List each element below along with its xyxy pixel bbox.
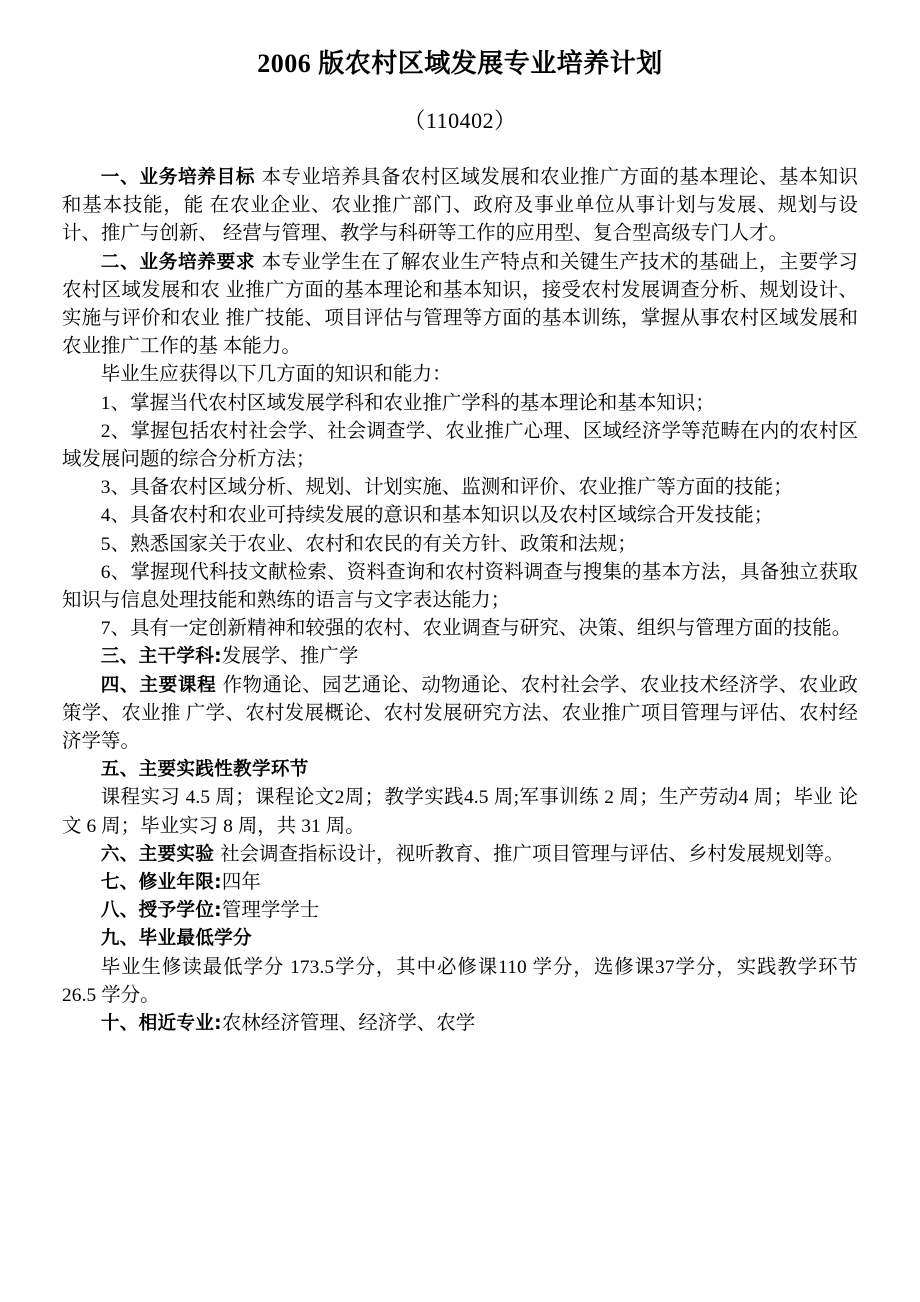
section-8-body: 管理学学士 [221, 900, 320, 922]
section-2-lead-in: 毕业生应获得以下几方面的知识和能力： [100, 364, 452, 386]
document-content [62, 134, 858, 1038]
page-title: 2006 版农村区域发展专业培养计划 [257, 49, 663, 78]
section-4-heading: 四、主要课程 [100, 674, 217, 696]
section-10-heading: 十、相近专业: [100, 1013, 222, 1035]
section-10-body: 农林经济管理、经济学、农学 [221, 1013, 476, 1035]
section-9 [62, 925, 858, 953]
section-7-body: 四年 [221, 872, 261, 894]
section-2-heading: 二、业务培养要求 [100, 251, 256, 273]
section-6 [62, 841, 858, 869]
section-4 [62, 672, 858, 757]
requirement-item-2: 2、掌握包括农村社会学、社会调查学、农业推广心理、区域经济学等范畴在内的农村区域发展问题的综合分析方法； [62, 420, 858, 471]
section-2-body: 本专业学生在了解农业生产特点和关键生产技术的基础上，主要学习农村区域发展和农 业推广方面的基本理论和基本知识，接受农村发展调查分析、规划设计、实施与评价和农业 推广技能、项目评估与管理等方面的基本训练，掌握从事农村区域发展和农业推广工作的基 本能力。 [62, 251, 859, 358]
section-6-body: 社会调查指标设计，视听教育、推广项目管理与评估、乡村发展规划等。 [220, 843, 844, 865]
section-7-heading: 七、修业年限: [100, 872, 222, 894]
requirement-item-3: 3、具备农村区域分析、规划、计划实施、监测和评价、农业推广等方面的技能； [100, 477, 793, 499]
section-5 [62, 756, 858, 784]
major-code: （110402） [403, 107, 517, 133]
requirement-item-7: 7、具有一定创新精神和较强的农村、农业调查与研究、决策、组织与管理方面的技能。 [100, 618, 852, 640]
section-8 [62, 897, 858, 925]
section-6-heading: 六、主要实验 [100, 843, 215, 865]
section-1 [62, 164, 858, 249]
section-10 [62, 1010, 858, 1038]
document-body [62, 0, 858, 1038]
section-4-body: 作物通论、园艺通论、动物通论、农村社会学、农业技术经济学、农业政策学、农业推 广学、农村发展概论、农村发展研究方法、农业推广项目管理与评估、农村经济学等。 [62, 674, 858, 753]
section-1-heading: 一、业务培养目标 [100, 167, 256, 188]
section-2 [62, 249, 858, 362]
section-9-body: 毕业生修读最低学分 173.5学分，其中必修课110 学分，选修课37学分，实践教学环节26.5 学分。 [62, 956, 858, 1006]
requirement-item-1: 1、掌握当代农村区域发展学科和农业推广学科的基本理论和基本知识； [100, 392, 715, 414]
requirement-item-5: 5、熟悉国家关于农业、农村和农民的有关方针、政策和法规； [100, 533, 637, 555]
section-3-heading: 三、主干学科: [100, 646, 222, 668]
section-3 [62, 643, 858, 671]
section-8-heading: 八、授予学位: [100, 900, 222, 922]
section-7 [62, 869, 858, 897]
requirement-item-4: 4、具备农村和农业可持续发展的意识和基本知识以及农村区域综合开发技能； [100, 505, 774, 527]
section-5-heading: 五、主要实践性教学环节 [100, 759, 309, 781]
section-1-body: 本专业培养具备农村区域发展和农业推广方面的基本理论、基本知识和基本技能，能 在农业企业、农业推广部门、政府及事业单位从事计划与发展、规划与设计、推广与创新、 经营与管理、教学与科研等工作的应用型、复合型高级专门人才。 [62, 167, 859, 245]
section-5-body: 课程实习 4.5 周；课程论文2周；教学实践4.5 周;军事训练 2 周；生产劳动4 周；毕业 论文 6 周；毕业实习 8 周，共 31 周。 [62, 787, 858, 837]
requirement-item-6: 6、掌握现代科技文献检索、资料查询和农村资料调查与搜集的基本方法，具备独立获取知识与信息处理技能和熟练的语言与文字表达能力； [62, 561, 858, 612]
section-3-body: 发展学、推广学 [221, 646, 359, 668]
section-9-heading: 九、毕业最低学分 [100, 928, 252, 950]
